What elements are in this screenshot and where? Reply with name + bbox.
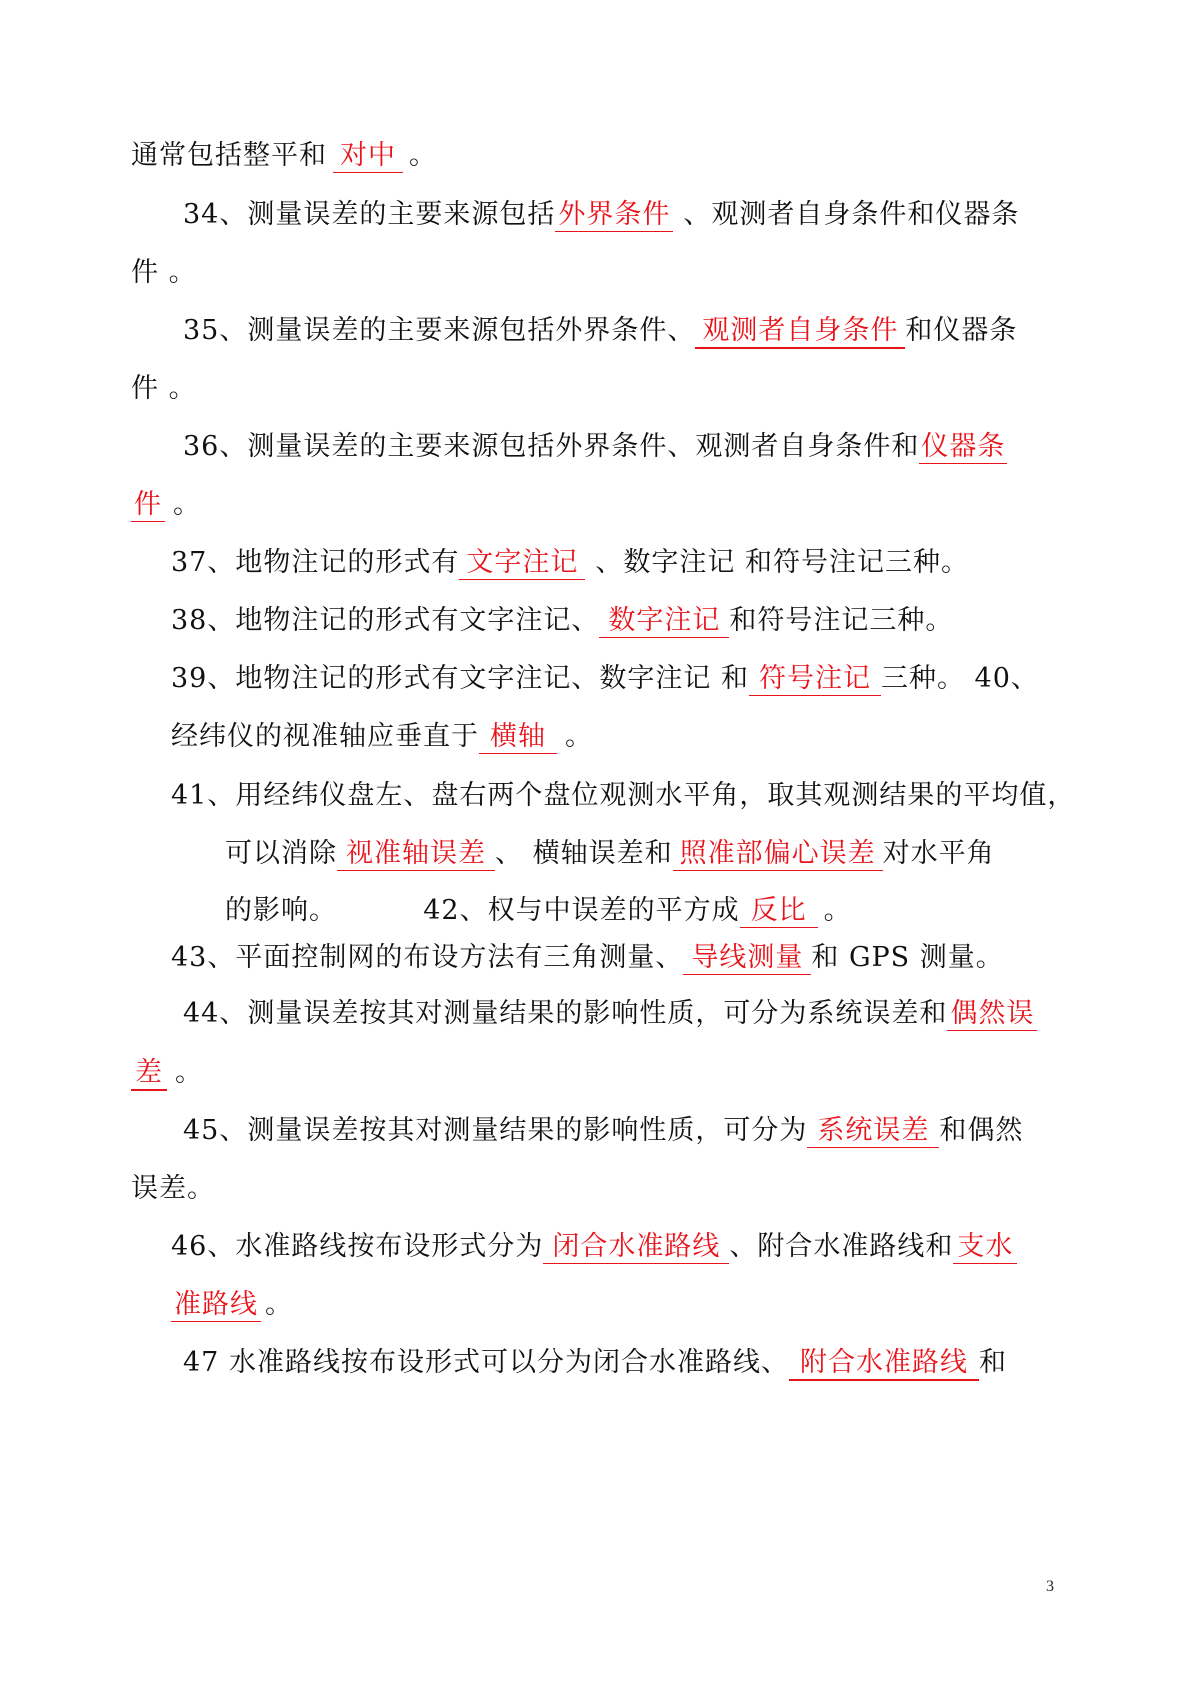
text: 件 。 <box>131 257 197 288</box>
line-13 <box>225 836 995 872</box>
line-5 <box>131 371 197 407</box>
text: 的影响。 42、权与中误差的平方成 <box>225 895 740 926</box>
answer-blank: 偶然误 <box>947 998 1037 1031</box>
answer-blank: 反比 <box>740 895 818 928</box>
line-19 <box>131 1171 215 1207</box>
line-14 <box>225 893 852 929</box>
line-3 <box>131 255 197 291</box>
answer-blank: 照准部偏心误差 <box>673 838 883 871</box>
answer-blank: 外界条件 <box>555 199 673 232</box>
answer-blank: 系统误差 <box>807 1115 939 1148</box>
line-9 <box>171 603 953 639</box>
answer-blank: 导线测量 <box>683 942 811 975</box>
answer-blank: 件 <box>131 489 165 522</box>
text: 。 <box>409 140 437 171</box>
line-15 <box>171 940 1004 976</box>
answer-blank: 支水 <box>953 1231 1017 1264</box>
line-8 <box>171 545 969 581</box>
answer-blank: 符号注记 <box>749 663 881 696</box>
text: 对水平角 <box>882 838 995 869</box>
text: 43、平面控制网的布设方法有三角测量、 <box>171 942 684 973</box>
text: 和 GPS 测量。 <box>811 942 1004 973</box>
text: 和仪器条 <box>905 315 1018 346</box>
text: 45、测量误差按其对测量结果的影响性质，可分为 <box>183 1115 808 1146</box>
text: 、附合水准路线和 <box>729 1231 954 1262</box>
answer-blank: 仪器条 <box>921 431 1006 462</box>
text: 可以消除 <box>225 838 337 869</box>
text: 。 <box>823 895 852 926</box>
line-6 <box>183 429 1007 465</box>
answer-blank: 横轴 <box>479 721 557 754</box>
text: 35、测量误差的主要来源包括外界条件、 <box>183 315 696 346</box>
answer-blank: 准路线 <box>171 1289 261 1322</box>
text: 。 <box>265 1289 293 1320</box>
line-4 <box>183 313 1017 349</box>
line-10 <box>171 661 1039 697</box>
text: 误差。 <box>131 1173 215 1204</box>
answer-blank: 观测者自身条件 <box>695 315 905 349</box>
line-2 <box>183 197 1019 233</box>
text: 和偶然 <box>939 1115 1024 1146</box>
line-18 <box>183 1113 1023 1149</box>
line-16 <box>183 996 1037 1032</box>
text: 46、水准路线按布设形式分为 <box>171 1231 544 1262</box>
text: 38、地物注记的形式有文字注记、 <box>171 605 600 636</box>
page-number: 3 <box>1046 1578 1054 1595</box>
line-11 <box>171 719 593 755</box>
text: 44、测量误差按其对测量结果的影响性质，可分为系统误差和 <box>183 998 948 1029</box>
text: 。 <box>565 721 593 752</box>
text: 、 横轴误差和 <box>495 838 673 869</box>
answer-blank: 文字注记 <box>459 547 585 580</box>
answer-blank: 对中 <box>333 140 403 173</box>
line-20 <box>171 1229 1017 1265</box>
text: 47 水准路线按布设形式可以分为闭合水准路线、 <box>183 1347 789 1378</box>
answer-blank: 闭合水准路线 <box>543 1231 729 1264</box>
text: 。 <box>173 489 201 520</box>
text: 41、用经纬仪盘左、盘右两个盘位观测水平角，取其观测结果的平均值， <box>171 780 1076 811</box>
text: 36、测量误差的主要来源包括外界条件、观测者自身条件和 <box>183 431 920 462</box>
text: 和符号注记三种。 <box>729 605 954 636</box>
answer-blank: 差 <box>131 1057 167 1091</box>
answer-blank: 视准轴误差 <box>337 838 495 871</box>
text: 三种。 40、 <box>880 663 1039 694</box>
text: 、观测者自身条件和仪器条 <box>683 199 1020 230</box>
text: 39、地物注记的形式有文字注记、数字注记 和 <box>171 663 749 694</box>
line-17 <box>131 1055 203 1091</box>
text: 34、测量误差的主要来源包括 <box>183 199 556 230</box>
line-21 <box>171 1287 293 1323</box>
text: 经纬仪的视准轴应垂直于 <box>171 721 479 752</box>
answer-blank: 附合水准路线 <box>789 1347 979 1381</box>
line-7 <box>131 487 201 523</box>
text: 37、地物注记的形式有 <box>171 547 460 578</box>
line-1 <box>131 138 437 174</box>
text: 、数字注记 和符号注记三种。 <box>595 547 969 578</box>
text: 。 <box>175 1057 203 1088</box>
text: 件 。 <box>131 373 197 404</box>
answer-blank: 数字注记 <box>599 605 729 638</box>
line-12 <box>171 778 1075 814</box>
text: 通常包括整平和 <box>131 140 327 171</box>
line-22 <box>183 1345 1007 1381</box>
text: 和 <box>978 1347 1007 1378</box>
